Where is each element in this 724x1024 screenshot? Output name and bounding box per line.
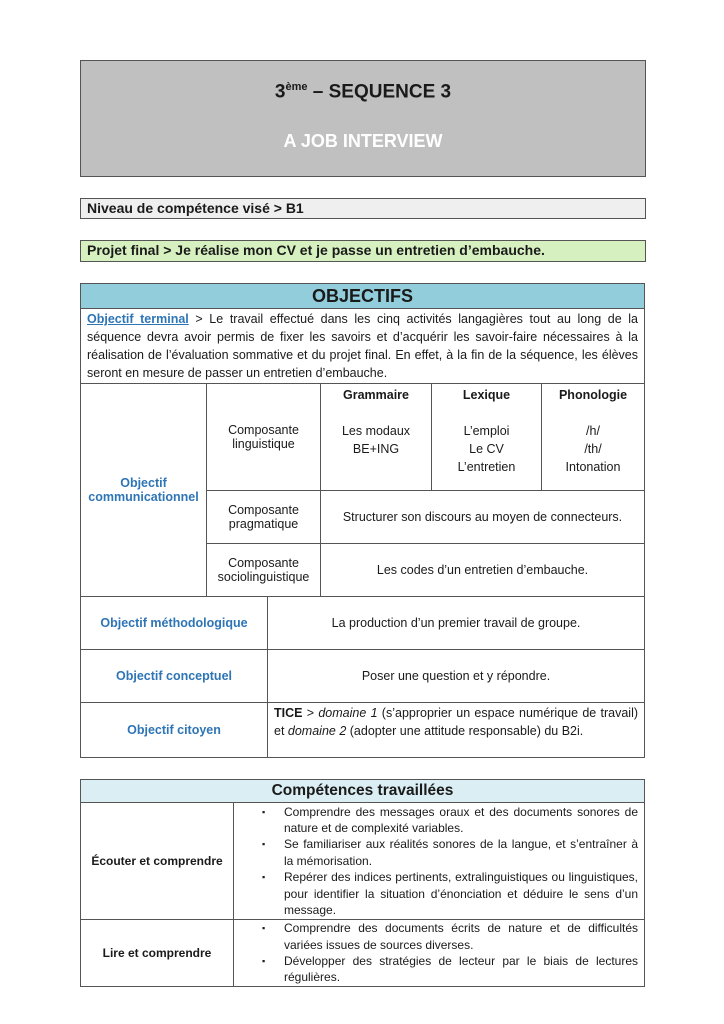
citoyen-text-part: (s’approprier un espace numérique de travail) et xyxy=(274,706,639,738)
competence-list xyxy=(234,804,638,919)
competence-item-text: Comprendre des documents écrits de nature et de difficultés variées issues de sources diverses. xyxy=(284,921,639,952)
competence-item-text: Comprendre des messages oraux et des documents sonores de nature et de complexité variables. xyxy=(284,804,639,835)
lexique-item: L’emploi xyxy=(463,424,510,438)
competence-item-text: Développer des stratégies de lecteur par le biais de lectures régulières. xyxy=(284,954,639,985)
phonologie-item: /th/ xyxy=(584,442,602,456)
sequence-title xyxy=(81,81,645,103)
composante-sociolinguistique-label: Composante sociolinguistique xyxy=(207,544,321,597)
lexique-cell xyxy=(432,384,542,491)
bullet-icon: ▪ xyxy=(262,806,266,817)
lexique-item: L’entretien xyxy=(457,460,516,474)
bullet-icon: ▪ xyxy=(262,956,266,966)
phonologie-item: Intonation xyxy=(565,460,621,474)
niveau-competence: Niveau de compétence visé > B1 xyxy=(80,198,646,219)
bullet-icon: ▪ xyxy=(262,923,266,934)
competence-items xyxy=(234,803,645,920)
composante-pragmatique-label: Composante pragmatique xyxy=(207,491,321,544)
objectif-conceptuel-text: Poser une question et y répondre. xyxy=(268,650,645,703)
competence-item xyxy=(262,920,639,953)
projet-final: Projet final > Je réalise mon CV et je passe un entretien d’embauche. xyxy=(80,240,646,262)
domaine-1: domaine 1 xyxy=(318,706,378,720)
lexique-heading: Lexique xyxy=(462,388,511,402)
objectif-terminal-cell xyxy=(81,309,645,384)
objectif-terminal-text: > Le travail effectué dans les cinq activités langagières tout au long de la séquence devra avoir permis de fixer les savoirs et d’acquérir les savoir-faire nécessaires à la réalisation de l’évaluation sommative et du projet final. En effet, à la fin de la séquence, les élèves seront en mesure de passer un entretien d’embauche. xyxy=(87,312,639,380)
composante-linguistique-label: Composante linguistique xyxy=(207,384,321,491)
composante-pragmatique-text: Structurer son discours au moyen de connecteurs. xyxy=(321,491,645,544)
phonologie-heading: Phonologie xyxy=(558,388,628,402)
competence-label: Lire et comprendre xyxy=(81,920,234,987)
composante-sociolinguistique-text: Les codes d’un entretien d’embauche. xyxy=(321,544,645,597)
competence-list xyxy=(234,920,638,986)
objectifs-table xyxy=(80,283,645,758)
competence-item xyxy=(262,836,639,869)
competence-label: Écouter et comprendre xyxy=(81,803,234,920)
competences-table xyxy=(80,779,645,987)
tice-label: TICE xyxy=(274,706,303,720)
competence-item-text: Se familiariser aux réalités sonores de la langue, et s’entraîner à la mémorisation. xyxy=(284,837,639,868)
competence-item xyxy=(262,869,639,918)
grammaire-heading: Grammaire xyxy=(342,388,409,402)
objectifs-heading: OBJECTIFS xyxy=(81,284,645,309)
grammaire-cell xyxy=(321,384,432,491)
objectif-terminal-label: Objectif terminal xyxy=(87,312,189,326)
bullet-icon: ▪ xyxy=(262,839,266,850)
competences-heading: Compétences travaillées xyxy=(81,780,645,803)
competence-item-text: Repérer des indices pertinents, extralinguistiques ou linguistiques, pour identifier la situation d’énonciation et déduire le sens d’un message. xyxy=(284,870,639,918)
objectif-citoyen-label: Objectif citoyen xyxy=(81,703,268,758)
lexique-item: Le CV xyxy=(469,442,504,456)
bullet-icon: ▪ xyxy=(262,872,266,883)
grade-superscript: ème xyxy=(285,81,308,93)
theme-title: A JOB INTERVIEW xyxy=(283,131,443,151)
objectif-methodologique-label: Objectif méthodologique xyxy=(81,597,268,650)
objectif-conceptuel-label: Objectif conceptuel xyxy=(81,650,268,703)
domaine-2: domaine 2 xyxy=(287,724,347,738)
objectif-methodologique-text: La production d’un premier travail de groupe. xyxy=(268,597,645,650)
sequence-label: – SEQUENCE 3 xyxy=(307,81,452,103)
phonologie-item: /h/ xyxy=(586,424,600,438)
title-box xyxy=(80,60,646,177)
grade-number: 3 xyxy=(274,81,286,103)
phonologie-cell xyxy=(542,384,645,491)
competence-items xyxy=(234,920,645,987)
citoyen-text-part: (adopter une attitude responsable) du B2i. xyxy=(346,724,584,738)
competence-item xyxy=(262,953,639,986)
objectif-communicationnel-label: Objectif communicationnel xyxy=(81,384,207,597)
grammaire-item: BE+ING xyxy=(352,442,400,456)
citoyen-text-part: > xyxy=(302,706,319,720)
grammaire-item: Les modaux xyxy=(341,424,411,438)
objectif-citoyen-text xyxy=(268,703,645,758)
competence-item xyxy=(262,804,639,837)
